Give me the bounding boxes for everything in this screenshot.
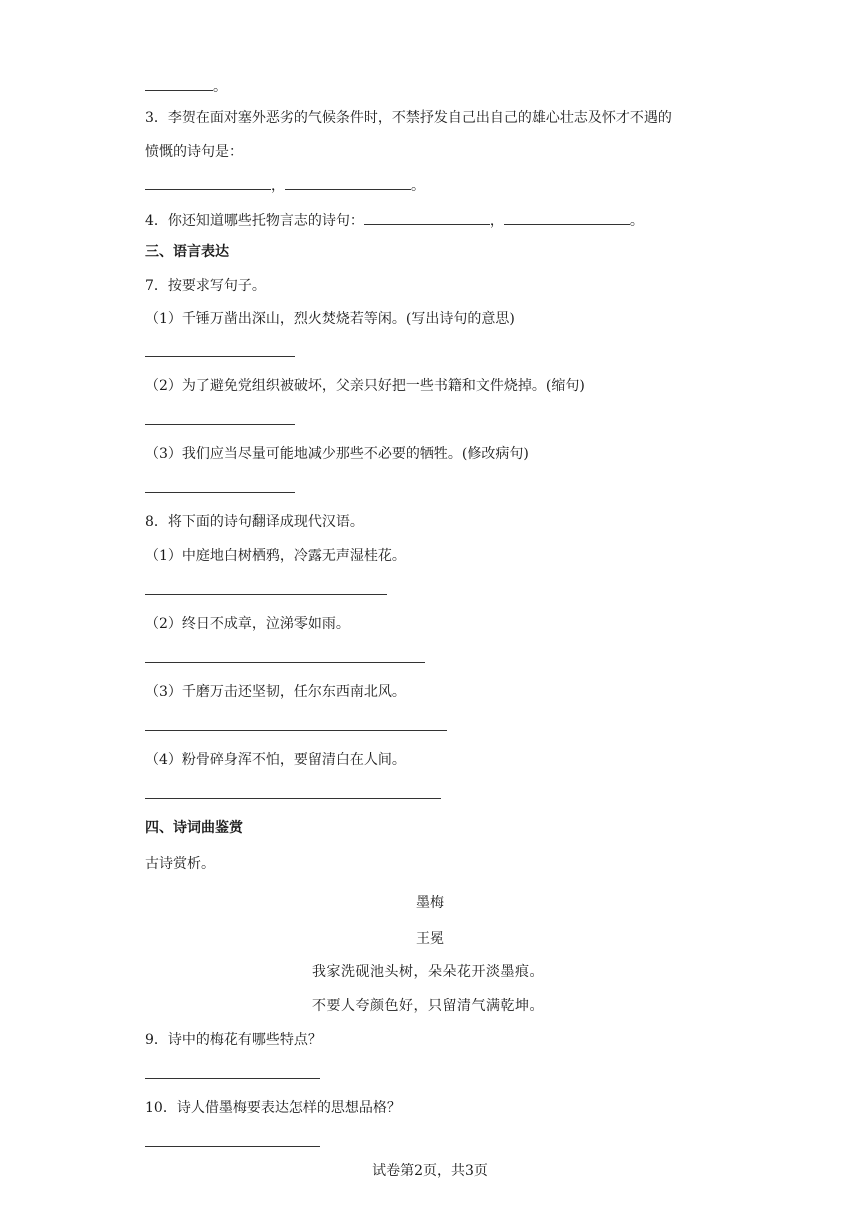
question-3-text-cont: 愤慨的诗句是： xyxy=(145,144,243,160)
question-7: 7．按要求写句子。 xyxy=(145,278,266,294)
question-4: 4．你还知道哪些托物言志的诗句： ， 。 xyxy=(145,210,644,231)
section-3-title: 三、语言表达 xyxy=(145,244,229,260)
poem-title: 墨梅 xyxy=(416,895,444,911)
question-7-1: （1）千锤万凿出深山，烈火焚烧若等闲。(写出诗句的意思) xyxy=(145,311,515,327)
answer-line-7-3[interactable] xyxy=(145,478,295,499)
poem-intro: 古诗赏析。 xyxy=(145,856,215,872)
question-9: 9．诗中的梅花有哪些特点？ xyxy=(145,1032,322,1048)
question-3-text: 3．李贺在面对塞外恶劣的气候条件时，不禁抒发自己出自己的雄心壮志及怀才不遇的 xyxy=(145,110,672,126)
poem-line-1: 我家洗砚池头树，朵朵花开淡墨痕。 xyxy=(312,964,544,980)
blank[interactable] xyxy=(364,210,490,225)
question-8: 8．将下面的诗句翻译成现代汉语。 xyxy=(145,514,364,530)
section-4-title: 四、诗词曲鉴赏 xyxy=(145,820,243,836)
question-8-4: （4）粉骨碎身浑不怕，要留清白在人间。 xyxy=(145,752,406,768)
question-8-1: （1）中庭地白树栖鸦，冷露无声湿桂花。 xyxy=(145,548,406,564)
answer-line-9[interactable] xyxy=(145,1064,320,1085)
answer-line-7-2[interactable] xyxy=(145,410,295,431)
blank[interactable] xyxy=(285,175,411,190)
question-7-2: （2）为了避免党组织被破坏，父亲只好把一些书籍和文件烧掉。(缩句) xyxy=(145,378,585,394)
blank[interactable] xyxy=(145,76,213,91)
answer-line-8-3[interactable] xyxy=(145,716,447,737)
page-footer: 试卷第2页，共3页 xyxy=(372,1163,488,1179)
question-8-3: （3）千磨万击还坚韧，任尔东西南北风。 xyxy=(145,684,406,700)
question-10: 10．诗人借墨梅要表达怎样的思想品格？ xyxy=(145,1100,401,1116)
question-7-3: （3）我们应当尽量可能地减少那些不必要的牺牲。(修改病句) xyxy=(145,446,529,462)
poem-line-2: 不要人夸颜色好，只留清气满乾坤。 xyxy=(312,998,544,1014)
poem-author: 王冕 xyxy=(416,931,444,947)
answer-line-prev: 。 xyxy=(145,76,227,97)
answer-line-8-1[interactable] xyxy=(145,580,387,601)
blank[interactable] xyxy=(504,210,630,225)
answer-line-8-2[interactable] xyxy=(145,648,425,669)
question-8-2: （2）终日不成章，泣涕零如雨。 xyxy=(145,616,350,632)
answer-line-7-1[interactable] xyxy=(145,342,295,363)
question-3-answer: ， 。 xyxy=(145,175,425,196)
blank[interactable] xyxy=(145,175,271,190)
answer-line-8-4[interactable] xyxy=(145,784,441,805)
answer-line-10[interactable] xyxy=(145,1132,320,1153)
